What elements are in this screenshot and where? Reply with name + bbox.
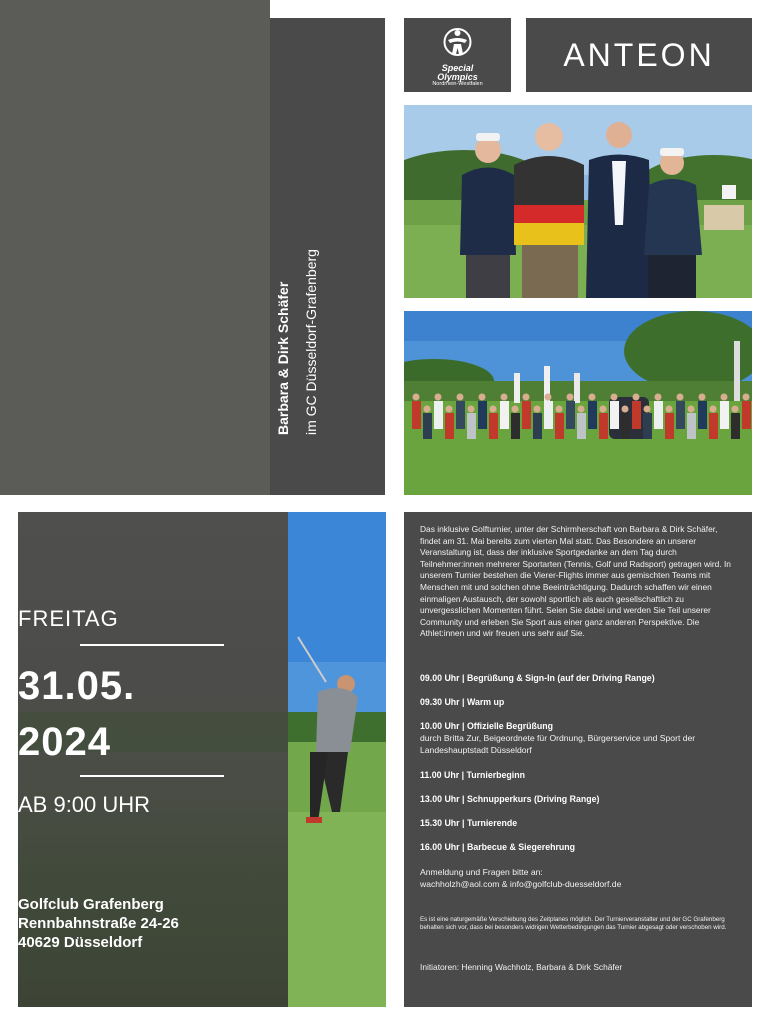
- event-date-day: 31.05.: [18, 664, 136, 708]
- crowd-person-body: [676, 401, 685, 429]
- crowd-person-body: [654, 401, 663, 429]
- crowd-person-head: [655, 394, 662, 401]
- special-olympics-line1: Special: [441, 63, 474, 73]
- schedule-label: Turnierbeginn: [466, 770, 525, 780]
- contact-emails: wachholzh@aol.com & info@golfclub-duesseldorf.de: [420, 879, 622, 889]
- crowd-person-body: [467, 413, 476, 439]
- photo-golfer: [288, 512, 386, 1007]
- schedule-item: [420, 720, 738, 732]
- photo-golfer-swing-icon: [0, 0, 270, 495]
- photo-team: [404, 311, 752, 495]
- crowd-person-head: [622, 406, 629, 413]
- schedule-separator: |: [459, 673, 467, 683]
- venue-city: 40629 Düsseldorf: [18, 934, 143, 951]
- crowd-person-head: [479, 394, 486, 401]
- crowd-person-body: [412, 401, 421, 429]
- event-date-panel: [0, 0, 270, 495]
- special-olympics-logo: [404, 18, 511, 92]
- schedule-label: Offizielle Begrüßung: [466, 721, 553, 731]
- crowd-person-body: [731, 413, 740, 439]
- schedule-item: [420, 672, 738, 684]
- crowd-person-head: [501, 394, 508, 401]
- crowd-person-body: [555, 413, 564, 439]
- crowd-person-head: [688, 406, 695, 413]
- crowd-person-head: [644, 406, 651, 413]
- venue-name: Golfclub Grafenberg: [18, 896, 164, 913]
- crowd-person-body: [478, 401, 487, 429]
- crowd-person-body: [445, 413, 454, 439]
- schedule-separator: |: [459, 697, 467, 707]
- crowd-person-body: [522, 401, 531, 429]
- intro-text: Das inklusive Golfturnier, unter der Schirmherschaft von Barbara & Dirk Schäfer, findet am 31. Mai bereits zum vierten Mal statt. Das Besondere an unserer Veranstaltung ist, dass der inklusive Sportgedanke an dem Tag durch Teilnehmer:innen mehrerer Sportarten (Tennis, Golf und Radsport) getragen wird. In unserem Turnier bestehen die Vierer-Flights immer aus gemischten Teams mit Menschen mit und solchen ohne Beeinträchtigung. Dadurch schaffen wir einen einmaligen Austausch, der sowohl sportlich als auch gesellschaftlich zu unvergesslichen Momenten führt. Seien Sie dabei und werden Sie Teil unserer Community und erleben Sie Sport aus einer ganz anderen Perspektive. Die Athlet:innen und wir freuen uns sehr auf Sie.: [420, 524, 731, 639]
- schedule-item: [420, 793, 738, 805]
- schedule-separator: |: [459, 842, 467, 852]
- schedule-separator: |: [459, 770, 467, 780]
- special-olympics-icon: [404, 24, 511, 64]
- crowd-person-head: [556, 406, 563, 413]
- event-weekday: FREITAG: [18, 606, 119, 631]
- crowd-person-body: [698, 401, 707, 429]
- crowd-person-body: [544, 401, 553, 429]
- schedule-separator: |: [459, 818, 467, 828]
- crowd-person-head: [721, 394, 728, 401]
- crowd-person-head: [611, 394, 618, 401]
- event-date-year: 2024: [18, 720, 111, 764]
- crowd-person-head: [424, 406, 431, 413]
- schedule-label: Begrüßung & Sign-In (auf der Driving Range): [466, 673, 655, 683]
- crowd-person-body: [577, 413, 586, 439]
- special-olympics-region: Nordrhein-Westfalen: [432, 81, 483, 87]
- crowd-person-head: [457, 394, 464, 401]
- schedule-time: 11.00 Uhr: [420, 770, 460, 780]
- crowd-person-head: [699, 394, 706, 401]
- crowd-person-head: [578, 406, 585, 413]
- info-panel: [404, 512, 752, 1007]
- divider-top: [80, 644, 224, 646]
- schedule-item: [420, 817, 738, 829]
- photo-portrait-four-people-icon: [404, 105, 752, 298]
- crowd-person-body: [643, 413, 652, 439]
- crowd-person-body: [489, 413, 498, 439]
- crowd-person-body: [434, 401, 443, 429]
- crowd-person-head: [413, 394, 420, 401]
- schedule-label: Warm up: [466, 697, 505, 707]
- initiators-text: Initiatoren: Henning Wachholz, Barbara & Dirk Schäfer: [420, 962, 623, 972]
- anteon-logo: [526, 18, 752, 92]
- venue-street: Rennbahnstraße 24-26: [18, 915, 179, 932]
- crowd-person-body: [687, 413, 696, 439]
- crowd-person-head: [589, 394, 596, 401]
- photo-golfer-swing-icon: [288, 512, 386, 1007]
- crowd-person-body: [500, 401, 509, 429]
- schedule-time: 09.00 Uhr: [420, 673, 460, 683]
- schedule-time: 16.00 Uhr: [420, 842, 460, 852]
- crowd-person-head: [490, 406, 497, 413]
- special-olympics-line2: Olympics: [437, 72, 478, 82]
- crowd-person-head: [743, 394, 750, 401]
- schedule-detail: durch Britta Zur, Beigeordnete für Ordnung, Bürgerservice und Sport der Landeshauptstadt Düsseldorf: [420, 733, 696, 755]
- crowd-person-head: [545, 394, 552, 401]
- photo-group-on-golf-course-icon: [404, 311, 752, 495]
- crowd-person-body: [456, 401, 465, 429]
- event-start-time: AB 9:00 UHR: [18, 792, 151, 817]
- crowd-person-body: [588, 401, 597, 429]
- crowd-person-body: [632, 401, 641, 429]
- crowd-person-body: [610, 401, 619, 429]
- contact-intro: Anmeldung und Fragen bitte an:: [420, 867, 543, 877]
- patron-names: Barbara & Dirk Schäfer: [275, 281, 291, 435]
- crowd-person-head: [600, 406, 607, 413]
- crowd-person-body: [511, 413, 520, 439]
- crowd-person-body: [566, 401, 575, 429]
- schedule-item: [420, 841, 738, 853]
- schedule-time: 10.00 Uhr: [420, 721, 460, 731]
- crowd-person-head: [534, 406, 541, 413]
- schedule-separator: |: [459, 721, 467, 731]
- schedule-item: [420, 696, 738, 708]
- crowd-person-body: [599, 413, 608, 439]
- photo-portrait: [404, 105, 752, 298]
- crowd-person-head: [435, 394, 442, 401]
- schedule-time: 13.00 Uhr: [420, 794, 460, 804]
- crowd-person-head: [677, 394, 684, 401]
- crowd-person-head: [633, 394, 640, 401]
- crowd-person-body: [423, 413, 432, 439]
- crowd-person-head: [523, 394, 530, 401]
- crowd-person-head: [710, 406, 717, 413]
- schedule-label: Barbecue & Siegerehrung: [466, 842, 576, 852]
- crowd-person-body: [621, 413, 630, 439]
- crowd-person-head: [732, 406, 739, 413]
- crowd-person-head: [468, 406, 475, 413]
- disclaimer-text: Es ist eine naturgemäße Verschiebung des Zeitplanes möglich. Der Turnierveranstalter und der GC Grafenberg behalten sich vor, dass bei besonders widrigen Wetterbedingungen das Turnier abgesagt oder verschoben wird.: [420, 916, 727, 931]
- divider-bottom: [80, 775, 224, 777]
- anteon-wordmark: ANTEON: [563, 36, 715, 73]
- crowd-person-head: [446, 406, 453, 413]
- schedule-time: 09.30 Uhr: [420, 697, 460, 707]
- schedule-separator: |: [459, 794, 467, 804]
- schedule-label: Schnupperkurs (Driving Range): [466, 794, 600, 804]
- crowd-person-body: [533, 413, 542, 439]
- crowd-person-body: [720, 401, 729, 429]
- crowd-person-body: [709, 413, 718, 439]
- crowd-person-body: [742, 401, 751, 429]
- schedule-item: [420, 769, 738, 781]
- event-date-content: [18, 512, 288, 1007]
- schedule-time: 15.30 Uhr: [420, 818, 460, 828]
- schedule-label: Turnierende: [466, 818, 518, 828]
- patron-club: im GC Düsseldorf-Grafenberg: [303, 249, 319, 435]
- crowd-person-body: [665, 413, 674, 439]
- crowd-person-head: [567, 394, 574, 401]
- crowd-person-head: [512, 406, 519, 413]
- crowd-person-head: [666, 406, 673, 413]
